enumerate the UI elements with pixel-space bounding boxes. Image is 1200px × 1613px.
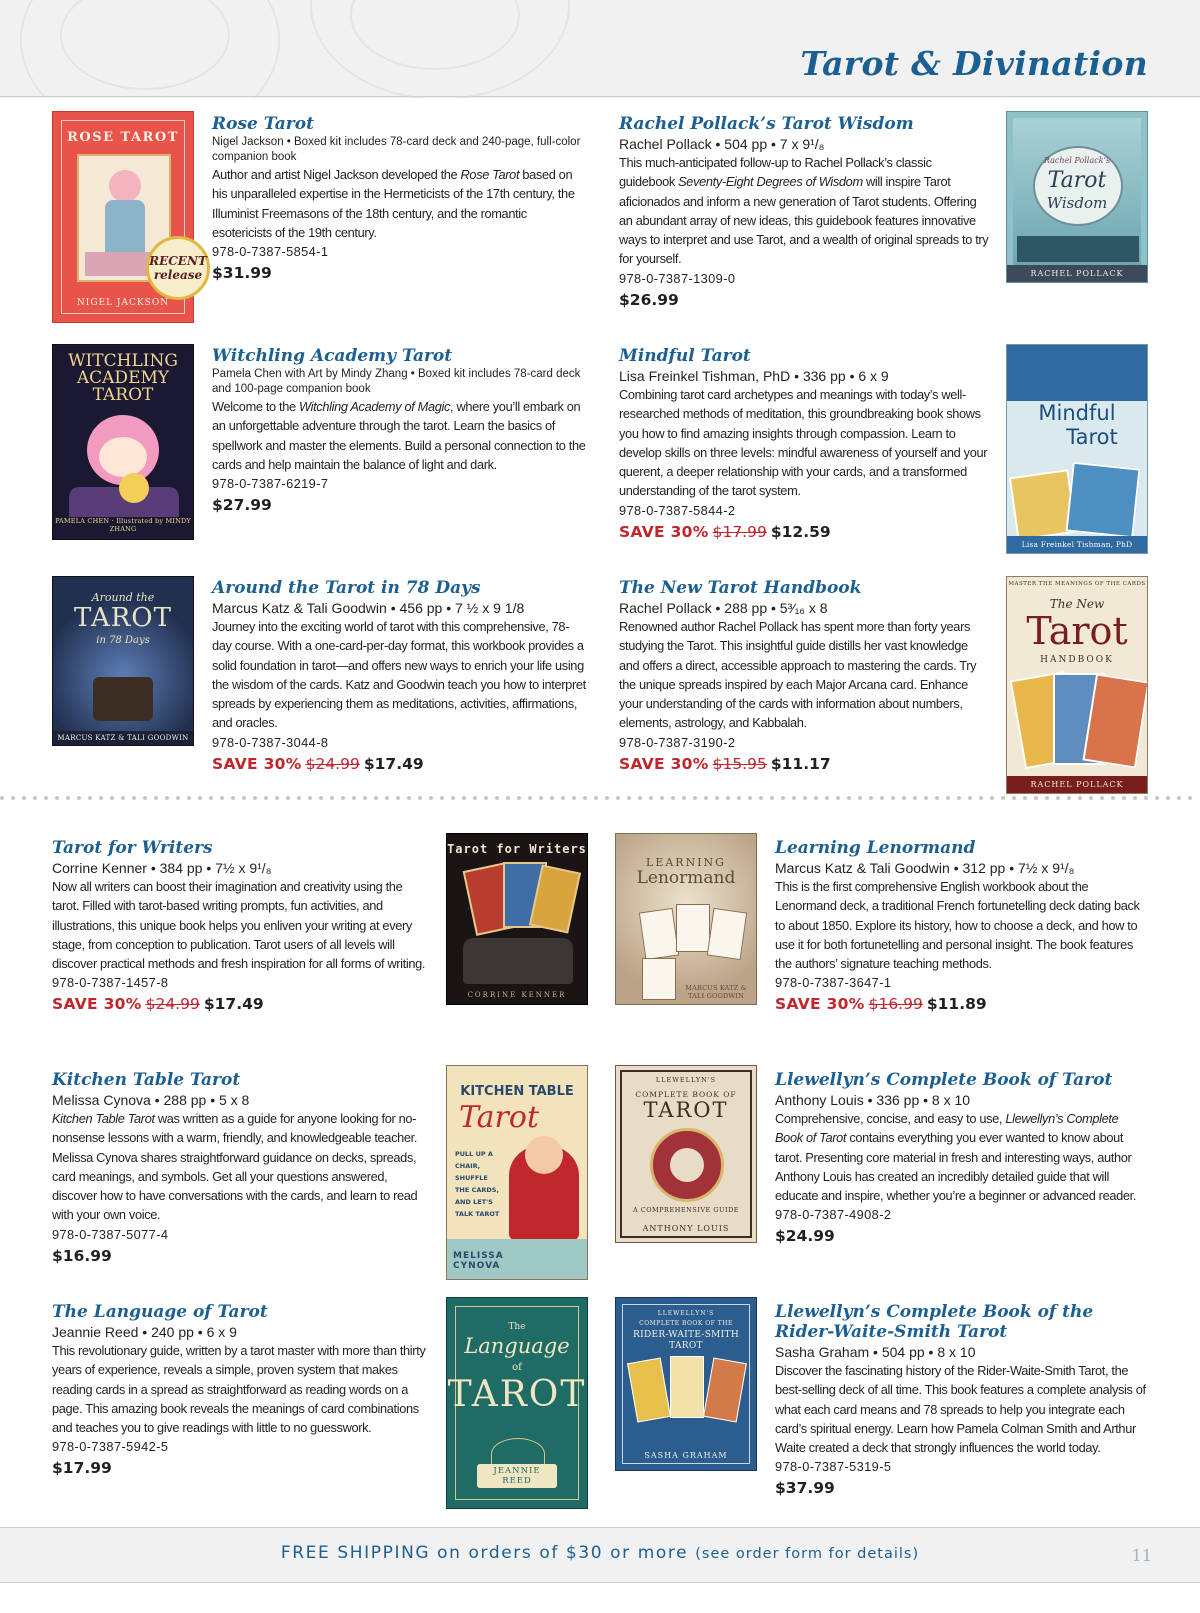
cover-pretitle: COMPLETE BOOK OF (635, 1090, 737, 1099)
divider-dot (847, 796, 851, 800)
book-meta: Melissa Cynova • 288 pp • 5 x 8 (52, 1092, 250, 1108)
book-price: SAVE 30% $16.99 $11.89 (775, 995, 987, 1014)
book-meta: Jeannie Reed • 240 pp • 6 x 9 (52, 1324, 237, 1340)
cover-pretitle: COMPLETE BOOK OF THE (639, 1320, 733, 1327)
divider-dot (253, 796, 257, 800)
divider-dot (220, 796, 224, 800)
divider-dot (528, 796, 532, 800)
divider-dot (649, 796, 653, 800)
book-isbn: 978-0-7387-3190-2 (619, 734, 736, 750)
book-meta: Corrine Kenner • 384 pp • 7½ x 9¹/₈ (52, 860, 272, 876)
divider-dot (759, 796, 763, 800)
divider-dot (22, 796, 26, 800)
divider-dot (869, 796, 873, 800)
book-isbn: 978-0-7387-3647-1 (775, 975, 892, 991)
cover-subtitle: in 78 Days (96, 635, 150, 646)
book-description: Author and artist Nigel Jackson developed the Rose Tarot based on his unparalleled expertise in the Hermeticists of the 17th century, the Illuminist Freemasons of the 18th century, and the romantic esotericists of the 19th century. (212, 167, 575, 240)
book-isbn: 978-0-7387-5854-1 (212, 244, 329, 260)
divider-dot (561, 796, 565, 800)
divider-dot (110, 796, 114, 800)
divider-dot (594, 796, 598, 800)
book-entry-learning-lenormand (775, 838, 1147, 1015)
book-title[interactable]: Rachel Pollack’s Tarot Wisdom (619, 114, 914, 134)
divider-dot (495, 796, 499, 800)
book-meta: Lisa Freinkel Tishman, PhD • 336 pp • 6 x 9 (619, 368, 889, 384)
cover-author: ANTHONY LOUIS (642, 1224, 730, 1233)
book-description: Discover the fascinating history of the Rider-Waite-Smith Tarot, the best-selling deck of all time. This book features a complete analysis of what each card means and 78 spreads to help you integrate each card’s spiritual energy. Learn how Pamela Colman Smith and Arthur Waite created a deck that strongly influences the world today. (775, 1363, 1146, 1456)
book-price: SAVE 30% $24.99 $17.49 (212, 754, 424, 773)
book-description: Combining tarot card archetypes and meanings with today’s well-researched methods of meditation, this groundbreaking book shows you how to find amazing insights through compassion. Learn to develop skills on three levels: mindful awareness of yourself and your querent, a deeper relationship with your cards, and a transformed understanding of the tarot system. (619, 387, 988, 499)
book-entry-witchling-academy (212, 346, 588, 516)
cover-pretitle: Rachel Pollack’s (1043, 156, 1111, 165)
divider-dot (1166, 796, 1170, 800)
cover-top-line: LLEWELLYN'S (657, 1310, 715, 1317)
divider-dot (550, 796, 554, 800)
divider-dot (792, 796, 796, 800)
divider-dot (341, 796, 345, 800)
divider-dot (814, 796, 818, 800)
book-meta: Marcus Katz & Tali Goodwin • 312 pp • 7½ x 9¹/₈ (775, 860, 1075, 876)
divider-dot (704, 796, 708, 800)
divider-dot (605, 796, 609, 800)
divider-dot (286, 796, 290, 800)
divider-dot (374, 796, 378, 800)
divider-dot (99, 796, 103, 800)
book-price: SAVE 30% $15.95 $11.17 (619, 754, 831, 773)
cover-title: Tarot (1026, 609, 1128, 653)
book-description: This is the first comprehensive English workbook about the Lenormand deck, a traditional French fortunetelling deck dating back to about 1850. Explore its history, how to choose a deck, and how to use it for both fortunetelling and personal insight. The book features the authors’ signature teaching methods. (775, 879, 1140, 972)
cover-title: Mindful (1038, 401, 1116, 425)
divider-dot (66, 796, 70, 800)
book-entry-around-the-tarot (212, 578, 588, 775)
cover-author: PAMELA CHEN · Illustrated by MINDY ZHANG (55, 517, 191, 533)
cover-connector: of (512, 1362, 522, 1373)
cover-subtitle: TAROT (447, 1374, 587, 1415)
divider-dot (275, 796, 279, 800)
divider-dot (946, 796, 950, 800)
book-price: $31.99 (212, 264, 272, 283)
book-cover-tarot-for-writers[interactable] (446, 833, 588, 1005)
book-price: $27.99 (212, 496, 272, 515)
book-entry-rider-waite-smith (775, 1302, 1147, 1499)
book-isbn: 978-0-7387-5319-5 (775, 1459, 892, 1475)
divider-dot (935, 796, 939, 800)
cover-title: ROSE TAROT (67, 130, 179, 145)
book-description: Journey into the exciting world of tarot with this comprehensive, 78-day course. With a one-card-per-day format, this workbook provides a solid foundation in tarot—and offers new ways to enrich your life using the wisdom of the cards. Katz and Goodwin teach you how to interpret spreads by experiencing them as meditations, activities, affirmations, and oracles. (212, 619, 586, 731)
divider-dot (1111, 796, 1115, 800)
book-description: Kitchen Table Tarot was written as a guide for anyone looking for no-nonsense lessons with a warm, friendly, and knowledgeable teacher. Melissa Cynova shares straightforward guidance on decks, spreads, card meanings, and symbols. Get all your questions answered, discover how to have conversations with the cards, and learn to read with your own voice. (52, 1111, 418, 1223)
divider-dot (726, 796, 730, 800)
book-title[interactable]: Rose Tarot (212, 114, 314, 134)
divider-dot (1155, 796, 1159, 800)
section-divider (0, 787, 1200, 793)
divider-dot (1144, 796, 1148, 800)
divider-dot (385, 796, 389, 800)
divider-dot (44, 796, 48, 800)
book-isbn: 978-0-7387-5942-5 (52, 1439, 169, 1455)
divider-dot (979, 796, 983, 800)
divider-dot (308, 796, 312, 800)
divider-dot (407, 796, 411, 800)
divider-dot (352, 796, 356, 800)
book-price: $26.99 (619, 290, 679, 309)
book-entry-complete-book-of-tarot (775, 1070, 1147, 1247)
cover-author: CORRINE KENNER (467, 991, 567, 999)
cover-title: Tarot (1047, 168, 1107, 193)
divider-dot (638, 796, 642, 800)
book-title[interactable]: Tarot for Writers (52, 838, 213, 858)
divider-dot (462, 796, 466, 800)
book-meta: Rachel Pollack • 288 pp • 5³⁄₁₆ x 8 (619, 600, 828, 616)
header-divider (0, 96, 1200, 97)
book-cover-witchling-academy[interactable] (52, 344, 194, 540)
book-cover-around-the-tarot[interactable] (52, 576, 194, 746)
divider-dot (1177, 796, 1181, 800)
book-price: $16.99 (52, 1246, 112, 1265)
divider-dot (660, 796, 664, 800)
divider-dot (1034, 796, 1038, 800)
cover-title: RIDER-WAITE-SMITH TAROT (633, 1330, 739, 1351)
divider-dot (748, 796, 752, 800)
recent-release-badge (146, 236, 210, 300)
book-entry-tarot-for-writers (52, 838, 428, 1015)
cover-subtitle: A COMPREHENSIVE GUIDE (632, 1206, 740, 1214)
divider-dot (902, 796, 906, 800)
cover-author: Lisa Freinkel Tishman, PhD (1007, 536, 1147, 553)
divider-dot (154, 796, 158, 800)
book-meta: Pamela Chen with Art by Mindy Zhang • Boxed kit includes 78-card deck and 100-page companion book (212, 368, 581, 395)
book-title[interactable]: The Language of Tarot (52, 1302, 268, 1322)
divider-dot (1122, 796, 1126, 800)
cover-tagline: PULL UP A CHAIR, SHUFFLE THE CARDS, AND LET'S TALK TAROT (455, 1150, 500, 1218)
divider-dot (33, 796, 37, 800)
divider-dot (396, 796, 400, 800)
divider-dot (957, 796, 961, 800)
free-shipping-banner (0, 1543, 1200, 1563)
divider-dot (165, 796, 169, 800)
divider-dot (264, 796, 268, 800)
book-price: SAVE 30% $24.99 $17.49 (52, 995, 264, 1014)
shipping-offer: FREE SHIPPING on orders of $30 or more (280, 1543, 689, 1563)
divider-dot (484, 796, 488, 800)
cover-author: MARCUS KATZ & TALI GOODWIN (685, 984, 747, 1000)
book-cover-rider-waite-smith[interactable] (615, 1297, 757, 1471)
divider-dot (0, 796, 4, 800)
book-entry-new-tarot-handbook (619, 578, 989, 775)
book-description: This revolutionary guide, written by a tarot master with more than thirty years of experience, reveals a simple, proven system that makes reading cards in a spread as straightforward as reading words on a page. This amazing book reveals the meanings of card combinations and teaches you to give readings with little to no guesswork. (52, 1343, 426, 1436)
divider-dot (1078, 796, 1082, 800)
divider-dot (1188, 796, 1192, 800)
cover-title: Tarot for Writers (447, 842, 587, 856)
divider-dot (627, 796, 631, 800)
book-cover-new-tarot-handbook[interactable] (1006, 576, 1148, 794)
divider-dot (1056, 796, 1060, 800)
book-price: $37.99 (775, 1479, 835, 1498)
divider-dot (1045, 796, 1049, 800)
divider-dot (1089, 796, 1093, 800)
divider-dot (858, 796, 862, 800)
divider-dot (55, 796, 59, 800)
divider-dot (1067, 796, 1071, 800)
book-price: $17.99 (52, 1459, 112, 1478)
book-meta: Marcus Katz & Tali Goodwin • 456 pp • 7 ½ x 9 1/8 (212, 600, 525, 616)
book-title-line-1[interactable]: Llewellyn’s Complete Book of the (775, 1302, 1094, 1322)
book-description: Welcome to the Witchling Academy of Magic, where you’ll embark on an unforgettable adventure through the tarot. Learn the basics of spellwork and master the elements. Build a personal connection to the cards and help maintain the balance of light and dark. (212, 399, 586, 472)
book-meta: Nigel Jackson • Boxed kit includes 78-card deck and 240-page, full-color companion book (212, 136, 581, 163)
cover-top-line: MASTER THE MEANINGS OF THE CARDS (1008, 581, 1146, 587)
divider-dot (132, 796, 136, 800)
cover-author: SASHA GRAHAM (644, 1451, 728, 1460)
book-title[interactable]: Kitchen Table Tarot (52, 1070, 241, 1090)
cover-author: NIGEL JACKSON (76, 298, 170, 308)
book-description: Renowned author Rachel Pollack has spent more than forty years studying the Tarot. This insightful guide distills her vast knowledge and offers a direct, accessible approach to mastering the cards. Try the unique spreads inspired by each Major Arcana card. Enhance your understanding of the cards with information about numbers, elements, astrology, and Kabbalah. (619, 619, 977, 731)
book-isbn: 978-0-7387-1457-8 (52, 975, 169, 991)
badge-line-1: RECENT (149, 254, 207, 268)
cover-pretitle: KITCHEN TABLE (460, 1084, 574, 1099)
divider-dot (319, 796, 323, 800)
divider-dot (539, 796, 543, 800)
divider-dot (583, 796, 587, 800)
book-title[interactable]: Learning Lenormand (775, 838, 976, 858)
book-entry-language-of-tarot (52, 1302, 428, 1479)
book-title[interactable]: The New Tarot Handbook (619, 578, 862, 598)
divider-dot (693, 796, 697, 800)
divider-dot (715, 796, 719, 800)
divider-dot (121, 796, 125, 800)
book-cover-mindful-tarot[interactable] (1006, 344, 1148, 554)
divider-dot (891, 796, 895, 800)
cover-title: WITCHLING ACADEMY TAROT (68, 351, 178, 405)
book-price: $24.99 (775, 1227, 835, 1246)
divider-dot (297, 796, 301, 800)
divider-dot (990, 796, 994, 800)
book-cover-learning-lenormand[interactable] (615, 833, 757, 1005)
cover-subtitle: HANDBOOK (1040, 655, 1114, 665)
divider-dot (330, 796, 334, 800)
divider-dot (924, 796, 928, 800)
divider-dot (836, 796, 840, 800)
badge-line-2: release (153, 268, 203, 282)
book-title[interactable]: Around the Tarot in 78 Days (212, 578, 481, 598)
cover-title: Tarot (458, 1100, 540, 1135)
divider-dot (440, 796, 444, 800)
divider-dot (506, 796, 510, 800)
book-entry-kitchen-table-tarot (52, 1070, 428, 1267)
book-isbn: 978-0-7387-5077-4 (52, 1226, 169, 1242)
divider-dot (913, 796, 917, 800)
divider-dot (418, 796, 422, 800)
book-meta: Sasha Graham • 504 pp • 8 x 10 (775, 1344, 976, 1360)
book-meta: Rachel Pollack • 504 pp • 7 x 9¹/₈ (619, 136, 825, 152)
cover-title: Language (464, 1334, 570, 1358)
divider-dot (616, 796, 620, 800)
book-isbn: 978-0-7387-1309-0 (619, 270, 736, 286)
divider-dot (242, 796, 246, 800)
book-entry-tarot-wisdom (619, 114, 989, 311)
divider-dot (671, 796, 675, 800)
cover-pretitle: The (508, 1322, 526, 1332)
divider-dot (1023, 796, 1027, 800)
book-meta: Anthony Louis • 336 pp • 8 x 10 (775, 1092, 971, 1108)
divider-dot (517, 796, 521, 800)
shipping-note: (see order form for details) (695, 1546, 920, 1562)
cover-subtitle: Wisdom (1046, 194, 1108, 212)
book-entry-rose-tarot (212, 114, 588, 284)
cover-subtitle: Tarot (1066, 425, 1118, 449)
divider-dot (187, 796, 191, 800)
book-title[interactable]: Mindful Tarot (619, 346, 751, 366)
divider-dot (1001, 796, 1005, 800)
book-price: SAVE 30% $17.99 $12.59 (619, 522, 831, 541)
book-cover-complete-book-of-tarot[interactable] (615, 1065, 757, 1243)
book-isbn: 978-0-7387-4908-2 (775, 1207, 892, 1223)
divider-dot (781, 796, 785, 800)
cover-pretitle: The New (1049, 597, 1105, 611)
cover-author: MELISSA CYNOVA (453, 1251, 504, 1271)
divider-dot (1133, 796, 1137, 800)
book-entry-mindful-tarot (619, 346, 989, 543)
divider-dot (803, 796, 807, 800)
cover-pretitle: LEARNING (646, 856, 726, 869)
book-cover-kitchen-table-tarot[interactable] (446, 1065, 588, 1280)
book-cover-language-of-tarot[interactable] (446, 1297, 588, 1509)
page-header (0, 0, 1200, 98)
book-description: Comprehensive, concise, and easy to use, Llewellyn’s Complete Book of Tarot contains everything you ever wanted to know about tarot. Presenting core material in fresh and interesting ways, author Anthony Louis has created an incredibly detailed guide that will educate and inspire, whether you’re a beginner or advanced reader. (775, 1111, 1137, 1204)
cover-title: TAROT (643, 1098, 729, 1122)
divider-dot (429, 796, 433, 800)
divider-dot (198, 796, 202, 800)
cover-author: RACHEL POLLACK (1007, 265, 1147, 282)
section-title: Tarot & Divination (800, 44, 1148, 83)
cover-author: MARCUS KATZ & TALI GOODWIN (53, 731, 193, 745)
book-description: Now all writers can boost their imagination and creativity using the tarot. Filled with tarot-based writing prompts, fun activities, and illustrations, this unique book helps you enliven your writing at every stage, from conception to publication. Tarot users of all levels will discover practical methods and fresh inspiration for all forms of writing. (52, 879, 426, 972)
divider-dot (11, 796, 15, 800)
divider-dot (88, 796, 92, 800)
cover-author: RACHEL POLLACK (1007, 776, 1147, 793)
divider-dot (682, 796, 686, 800)
divider-dot (770, 796, 774, 800)
divider-dot (363, 796, 367, 800)
book-title[interactable]: Witchling Academy Tarot (212, 346, 453, 366)
divider-dot (176, 796, 180, 800)
divider-dot (1012, 796, 1016, 800)
divider-dot (77, 796, 81, 800)
divider-dot (231, 796, 235, 800)
book-title-line-2[interactable]: Rider-Waite-Smith Tarot (775, 1322, 1008, 1342)
divider-dot (572, 796, 576, 800)
divider-dot (880, 796, 884, 800)
cover-title: Lenormand (636, 868, 736, 888)
divider-dot (1100, 796, 1104, 800)
book-description: This much-anticipated follow-up to Rachel Pollack’s classic guidebook Seventy-Eight Degrees of Wisdom will inspire Tarot aficionados and inform a new generation of Tarot students. Offering an abundant array of new ideas, this guidebook features innovative ways to interpret and use Tarot, and a wealth of original spreads to try for yourself. (619, 155, 989, 267)
divider-dot (209, 796, 213, 800)
divider-dot (451, 796, 455, 800)
cover-title: TAROT (74, 603, 172, 633)
book-cover-tarot-wisdom[interactable] (1006, 111, 1148, 283)
divider-dot (473, 796, 477, 800)
book-isbn: 978-0-7387-5844-2 (619, 502, 736, 518)
divider-dot (737, 796, 741, 800)
divider-dot (825, 796, 829, 800)
book-isbn: 978-0-7387-6219-7 (212, 476, 329, 492)
page-footer (0, 1527, 1200, 1583)
cover-top-line: LLEWELLYN'S (655, 1076, 717, 1084)
divider-dot (143, 796, 147, 800)
divider-dot (968, 796, 972, 800)
book-title[interactable]: Llewellyn’s Complete Book of Tarot (775, 1070, 1113, 1090)
page-number: 11 (1131, 1546, 1152, 1565)
book-isbn: 978-0-7387-3044-8 (212, 734, 329, 750)
cover-pretitle: Around the (91, 591, 155, 604)
cover-author: JEANNIE REED (477, 1464, 557, 1488)
